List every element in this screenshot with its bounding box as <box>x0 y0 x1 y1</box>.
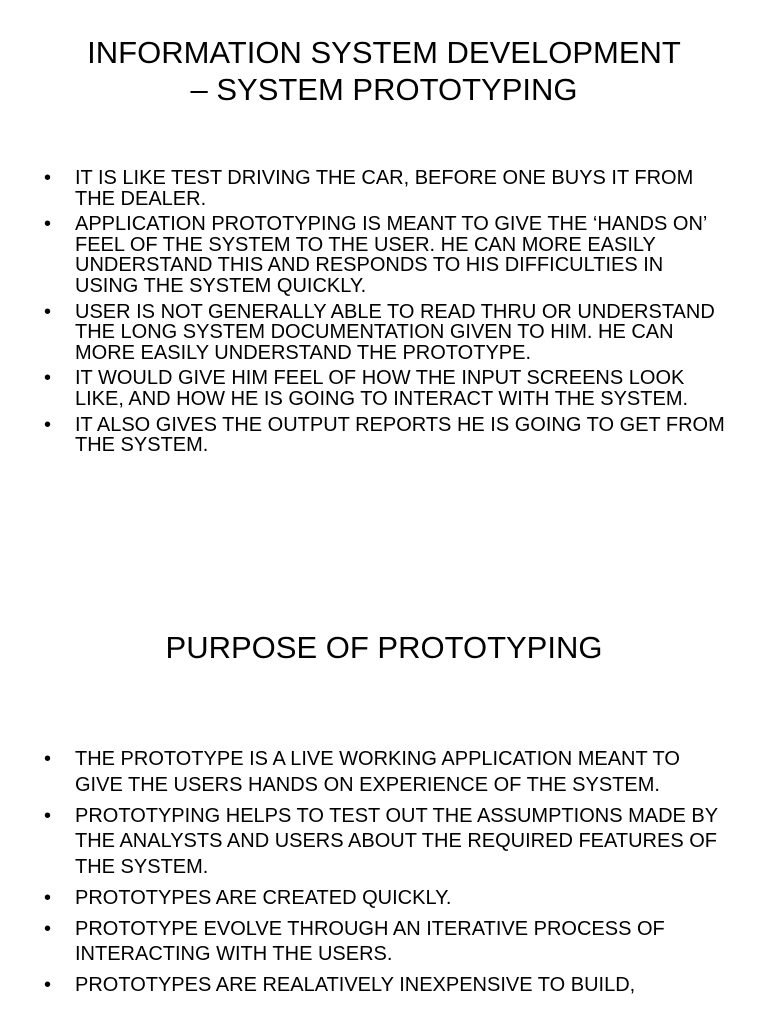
slide-1-bullet-item <box>0 168 768 209</box>
bullet-icon: • <box>44 917 52 940</box>
slide-2-bullet-text: PROTOTYPE EVOLVE THROUGH AN ITERATIVE PROCESS OF INTERACTING WITH THE USERS. <box>75 917 665 965</box>
slide-2-bullet-text: PROTOTYPES ARE CREATED QUICKLY. <box>75 886 452 909</box>
bullet-icon: • <box>44 300 52 323</box>
slide-1-bullet-text: IT ALSO GIVES THE OUTPUT REPORTS HE IS GOING TO GET FROM THE SYSTEM. <box>75 413 725 457</box>
slide-2-bullet-text: PROTOTYPING HELPS TO TEST OUT THE ASSUMPTIONS MADE BY THE ANALYSTS AND USERS ABOUT THE REQUIRED FEATURES OF THE SYSTEM. <box>75 804 718 878</box>
slide-1-bullet-text: IT IS LIKE TEST DRIVING THE CAR, BEFORE ONE BUYS IT FROM THE DEALER. <box>75 167 694 210</box>
slide-1-title-line-2: – SYSTEM PROTOTYPING <box>190 72 578 107</box>
slide-1-bullet-list <box>0 168 768 461</box>
slide-2-bullet-item <box>0 886 768 912</box>
slide-2-title: PURPOSE OF PROTOTYPING <box>165 630 603 665</box>
slide-2 <box>0 600 768 1024</box>
slide-1-bullet-item <box>0 415 768 456</box>
bullet-icon: • <box>44 213 52 236</box>
bullet-icon: • <box>44 167 52 189</box>
slide-2-bullet-item <box>0 747 768 798</box>
slide-2-bullet-item <box>0 804 768 881</box>
bullet-icon: • <box>44 413 52 436</box>
slide-1-bullet-text: IT WOULD GIVE HIM FEEL OF HOW THE INPUT SCREENS LOOK LIKE, AND HOW HE IS GOING TO INTERACT WITH THE SYSTEM. <box>75 367 689 410</box>
slide-1-bullet-text: USER IS NOT GENERALLY ABLE TO READ THRU OR UNDERSTAND THE LONG SYSTEM DOCUMENTATION GIVEN TO HIM. HE CAN MORE EASILY UNDERSTAND THE PROTOTYPE. <box>75 300 715 364</box>
bullet-icon: • <box>44 886 52 909</box>
slide-1-bullet-item <box>0 368 768 409</box>
slide-2-bullet-list <box>0 747 768 1004</box>
slide-2-bullet-text: PROTOTYPES ARE REALATIVELY INEXPENSIVE TO BUILD, <box>75 974 636 996</box>
slide-1-title <box>0 34 768 108</box>
slide-1-bullet-text: APPLICATION PROTOTYPING IS MEANT TO GIVE THE ‘HANDS ON’ FEEL OF THE SYSTEM TO THE USER. HE CAN MORE EASILY UNDERSTAND THIS AND RESPONDS TO HIS DIFFICULTIES IN USING THE SYSTEM QUICKLY. <box>75 213 707 297</box>
bullet-icon: • <box>44 748 52 770</box>
slide-2-bullet-item <box>0 917 768 968</box>
slide-1-bullet-item <box>0 214 768 296</box>
bullet-icon: • <box>44 367 52 390</box>
slide-2-bullet-item <box>0 973 768 999</box>
slide-1-title-line-1: INFORMATION SYSTEM DEVELOPMENT <box>87 35 681 70</box>
bullet-icon: • <box>44 804 52 827</box>
slide-1-bullet-item <box>0 302 768 364</box>
bullet-icon: • <box>44 974 52 996</box>
slide-2-bullet-text: THE PROTOTYPE IS A LIVE WORKING APPLICATION MEANT TO GIVE THE USERS HANDS ON EXPERIENCE OF THE SYSTEM. <box>75 748 680 796</box>
